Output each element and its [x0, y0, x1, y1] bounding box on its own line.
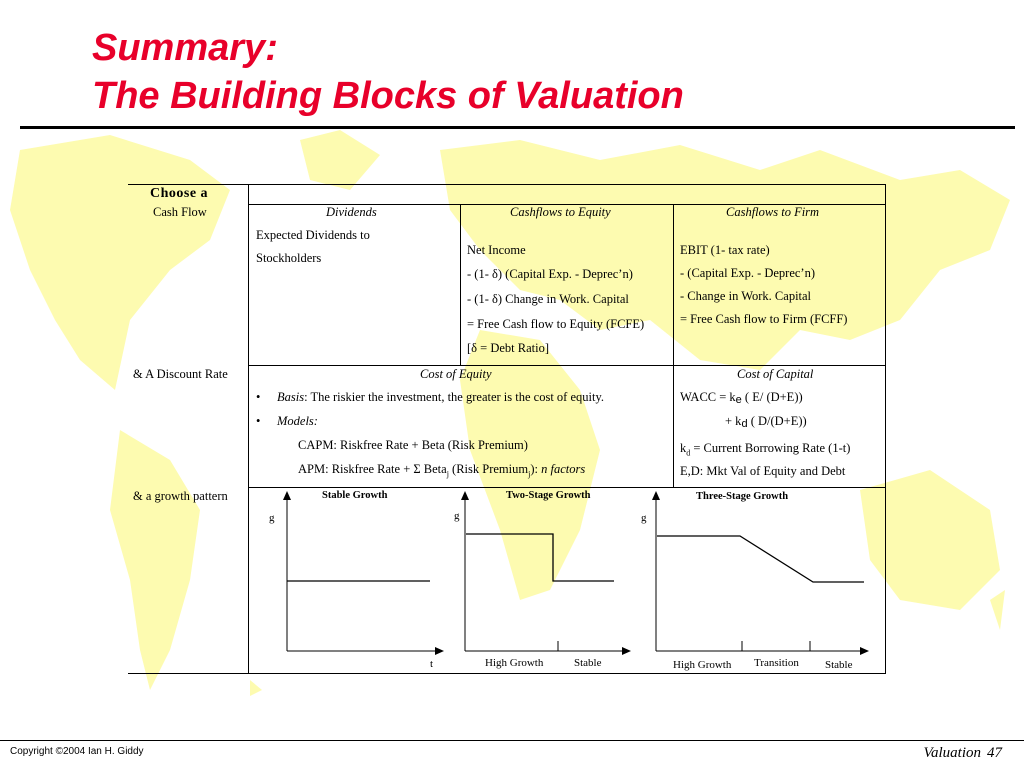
choose-header: Choose a [150, 186, 209, 201]
fcfe-line-4: = Free Cash flow to Equity (FCFE) [467, 317, 645, 331]
plus-sub-d: d [741, 418, 748, 430]
two-stage-x-label-1: High Growth [485, 657, 544, 669]
two-stage-y-label: g [454, 510, 460, 522]
apm-n-factors: n factors [541, 462, 586, 476]
cost-of-equity-heading: Cost of Equity [420, 367, 492, 381]
three-stage-x-label-2: Transition [754, 657, 799, 669]
kd-sub-d: d [686, 448, 691, 458]
wacc-part-b: ( E/ (D+E)) [741, 390, 803, 404]
fcfe-heading: Cashflows to Equity [510, 205, 611, 219]
two-stage-y-arrow [461, 491, 469, 500]
basis-text: : The riskier the investment, the greater is the cost of equity. [304, 390, 605, 404]
row-label-discount-rate: & A Discount Rate [133, 367, 228, 381]
two-stage-growth-title: Two-Stage Growth [506, 490, 591, 501]
three-stage-x-arrow [860, 647, 869, 655]
fcfe-line-1: Net Income [467, 243, 526, 257]
models-label: Models: [277, 414, 318, 428]
wacc-part-a: WACC = k [680, 390, 736, 404]
three-stage-y-label: g [641, 512, 647, 524]
stable-x-label: t [430, 658, 434, 670]
plus-part-a: + k [725, 414, 742, 428]
stable-y-label: g [269, 512, 275, 524]
copyright-notice: Copyright ©2004 Ian H. Giddy [10, 746, 144, 757]
three-stage-x-label-1: High Growth [673, 659, 732, 671]
apm-part-c: ): [530, 462, 542, 476]
basis-bullet: • [256, 390, 261, 404]
three-stage-y-arrow [652, 491, 660, 500]
apm-part-b: (Risk Premium [448, 462, 529, 476]
row-label-growth-pattern: & a growth pattern [133, 489, 228, 503]
fcff-line-4: = Free Cash flow to Firm (FCFF) [680, 312, 848, 326]
fcff-line-1: EBIT (1- tax rate) [680, 243, 770, 257]
kd-part-a: k [680, 441, 687, 455]
three-stage-x-label-3: Stable [825, 659, 853, 671]
dividends-line-1: Expected Dividends to [256, 228, 370, 242]
stable-x-arrow [435, 647, 444, 655]
fcff-line-3: - Change in Work. Capital [680, 289, 812, 303]
kd-part-b: = Current Borrowing Rate (1-t) [690, 441, 851, 455]
two-stage-x-arrow [622, 647, 631, 655]
title-line-2: The Building Blocks of Valuation [92, 75, 684, 117]
two-stage-x-label-2: Stable [574, 657, 602, 669]
apm-part-a: APM: Riskfree Rate + Σ Beta [298, 462, 447, 476]
fcfe-line-5: [δ = Debt Ratio] [467, 341, 550, 355]
apm-sub-1: j [446, 469, 449, 479]
plus-part-b: ( D/(D+E)) [747, 414, 807, 428]
apm-sub-2: j [528, 469, 531, 479]
three-stage-growth-line [657, 536, 864, 582]
stable-y-arrow [283, 491, 291, 500]
dividends-heading: Dividends [326, 205, 377, 219]
two-stage-growth-line [466, 534, 614, 581]
page-number: 47 [987, 745, 1002, 761]
cost-of-capital-heading: Cost of Capital [737, 367, 814, 381]
capm-line: CAPM: Riskfree Rate + Beta (Risk Premium) [298, 438, 528, 452]
dividends-line-2: Stockholders [256, 251, 322, 265]
ed-line: E,D: Mkt Val of Equity and Debt [680, 464, 846, 478]
footer-page-label [923, 745, 1002, 762]
three-stage-growth-title: Three-Stage Growth [696, 491, 789, 502]
stable-growth-title: Stable Growth [322, 490, 388, 501]
row-label-cash-flow: Cash Flow [153, 205, 207, 219]
footer-title: Valuation [923, 745, 981, 761]
footer-divider [0, 740, 1024, 741]
models-bullet: • [256, 414, 261, 428]
wacc-sub-e: e [735, 394, 742, 406]
fcfe-line-3: - (1- δ) Change in Work. Capital [467, 292, 629, 306]
fcff-line-2: - (Capital Exp. - Deprec’n) [680, 266, 816, 280]
fcff-heading: Cashflows to Firm [726, 205, 820, 219]
title-line-1: Summary: [92, 27, 278, 69]
basis-label: Basis [277, 390, 305, 404]
fcfe-line-2: - (1- δ) (Capital Exp. - Deprec’n) [467, 267, 633, 281]
